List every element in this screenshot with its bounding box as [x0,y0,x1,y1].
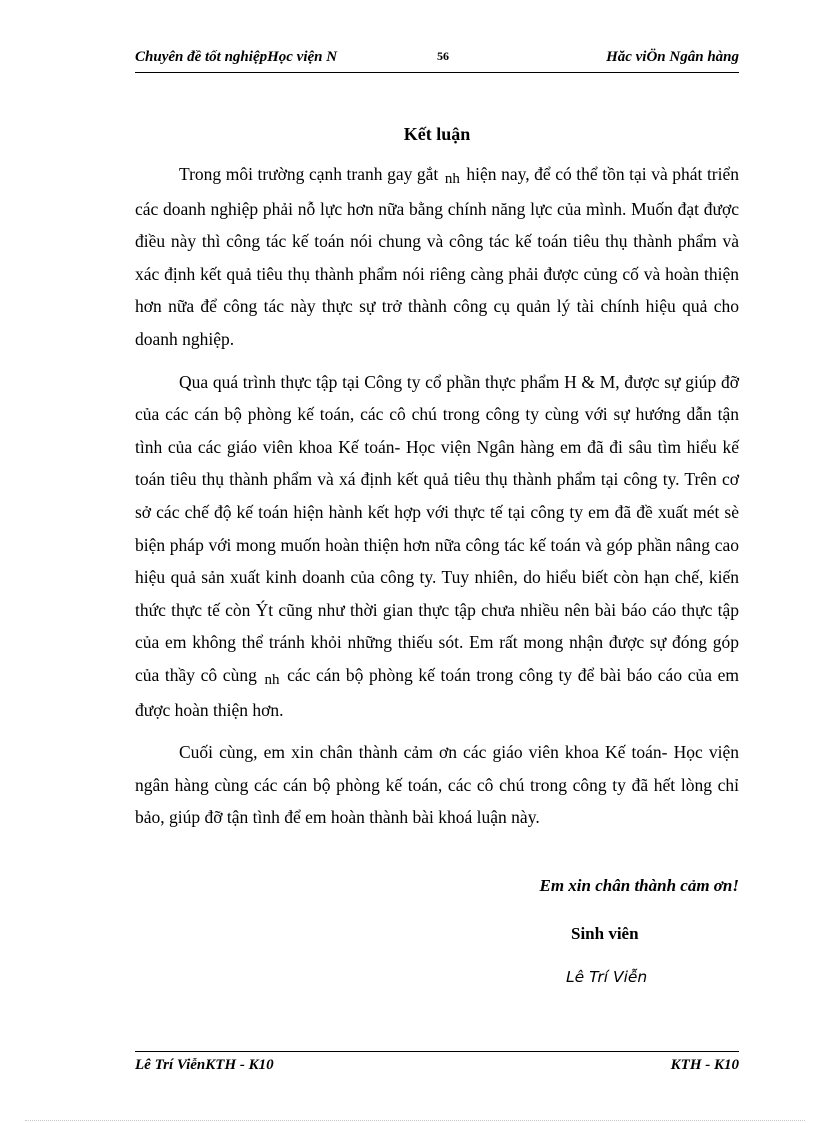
paragraph-1 [135,158,739,356]
paragraph-text: Trong môi trường cạnh tranh gay gắt [179,164,439,184]
header-left-text: Chuyên đề tốt nghiệpHọc viện N [135,49,338,65]
footer-left-text: Lê Trí ViễnKTH - K10 [135,1057,274,1073]
page-footer [135,1051,739,1076]
page-title: Kết luận [403,124,471,144]
paragraph-text: hiện nay, để có thể tồn tại và phát triển các doanh nghiệp phải nỗ lực hơn nữa bằng chính năng lực của mình. Muốn đạt được điều này thì công tác kế toán nói chung và công tác kế toán tiêu thụ thành phẩm và xác định kết quả tiêu thụ thành phẩm nói riêng càng phải được củng cố và hoàn thiện hơn nữa để công tác này thực sự trở thành công cụ quản lý tài chính hiệu quả cho doanh nghiệp. [135,164,740,349]
paragraph-text: Qua quá trình thực tập tại Công ty cổ phần thực phẩm H & M, được sự giúp đỡ của các cán bộ phòng kế toán, các cô chú trong công ty cùng với sự hướng dẫn tận tình của các giáo viên khoa Kế toán- Học viện Ngân hàng em đã đi sâu tìm hiểu kế toán tiêu thụ thành phẩm và xá định kết quả tiêu thụ thành phẩm tại công ty. Trên cơ sở các chế độ kế toán hiện hành kết hợp với thực tế tại công ty em đã đề xuất mét sè biện pháp với mong muốn hoàn thiện hơn nữa công tác kế toán và góp phần nâng cao hiệu quả sản xuất kinh doanh của công ty. Tuy nhiên, do hiểu biết còn hạn chế, kiến thức thực tế còn Ýt cũng như thời gian thực tập chưa nhiều nên bài báo cáo thực tập của em không thể tránh khỏi những thiếu sót. Em rất mong nhận được sự đóng góp của thầy cô cùng [135,371,739,685]
header-right-text: Hăc viÖn Ngân hàng [606,49,739,65]
page-bottom-divider [25,1120,805,1121]
footer-right-text: KTH - K10 [670,1057,739,1073]
paragraph-3 [135,736,739,834]
signer-role: Sinh viên [571,924,639,943]
subscript-text: nh [444,171,460,187]
signer-name: Lê Trí Viễn [566,968,648,986]
closing-thanks: Em xin chân thành cảm ơn! [539,876,739,895]
paragraph-2 [135,366,739,727]
document-body [135,158,739,834]
subscript-text: nh [264,671,280,688]
page-number: 56 [437,49,449,63]
page-header [135,46,739,73]
paragraph-text: các cán bộ phòng kế toán trong công ty để bài báo cáo của em được hoàn thiện hơn. [135,664,739,720]
paragraph-text: Cuối cùng, em xin chân thành cảm ơn các giáo viên khoa Kế toán- Học viện ngân hàng cùng các cán bộ phòng kế toán, các cô chú trong công ty đã hết lòng chỉ bảo, giúp đỡ tận tình để em hoàn thành bài khoá luận này. [135,742,739,828]
